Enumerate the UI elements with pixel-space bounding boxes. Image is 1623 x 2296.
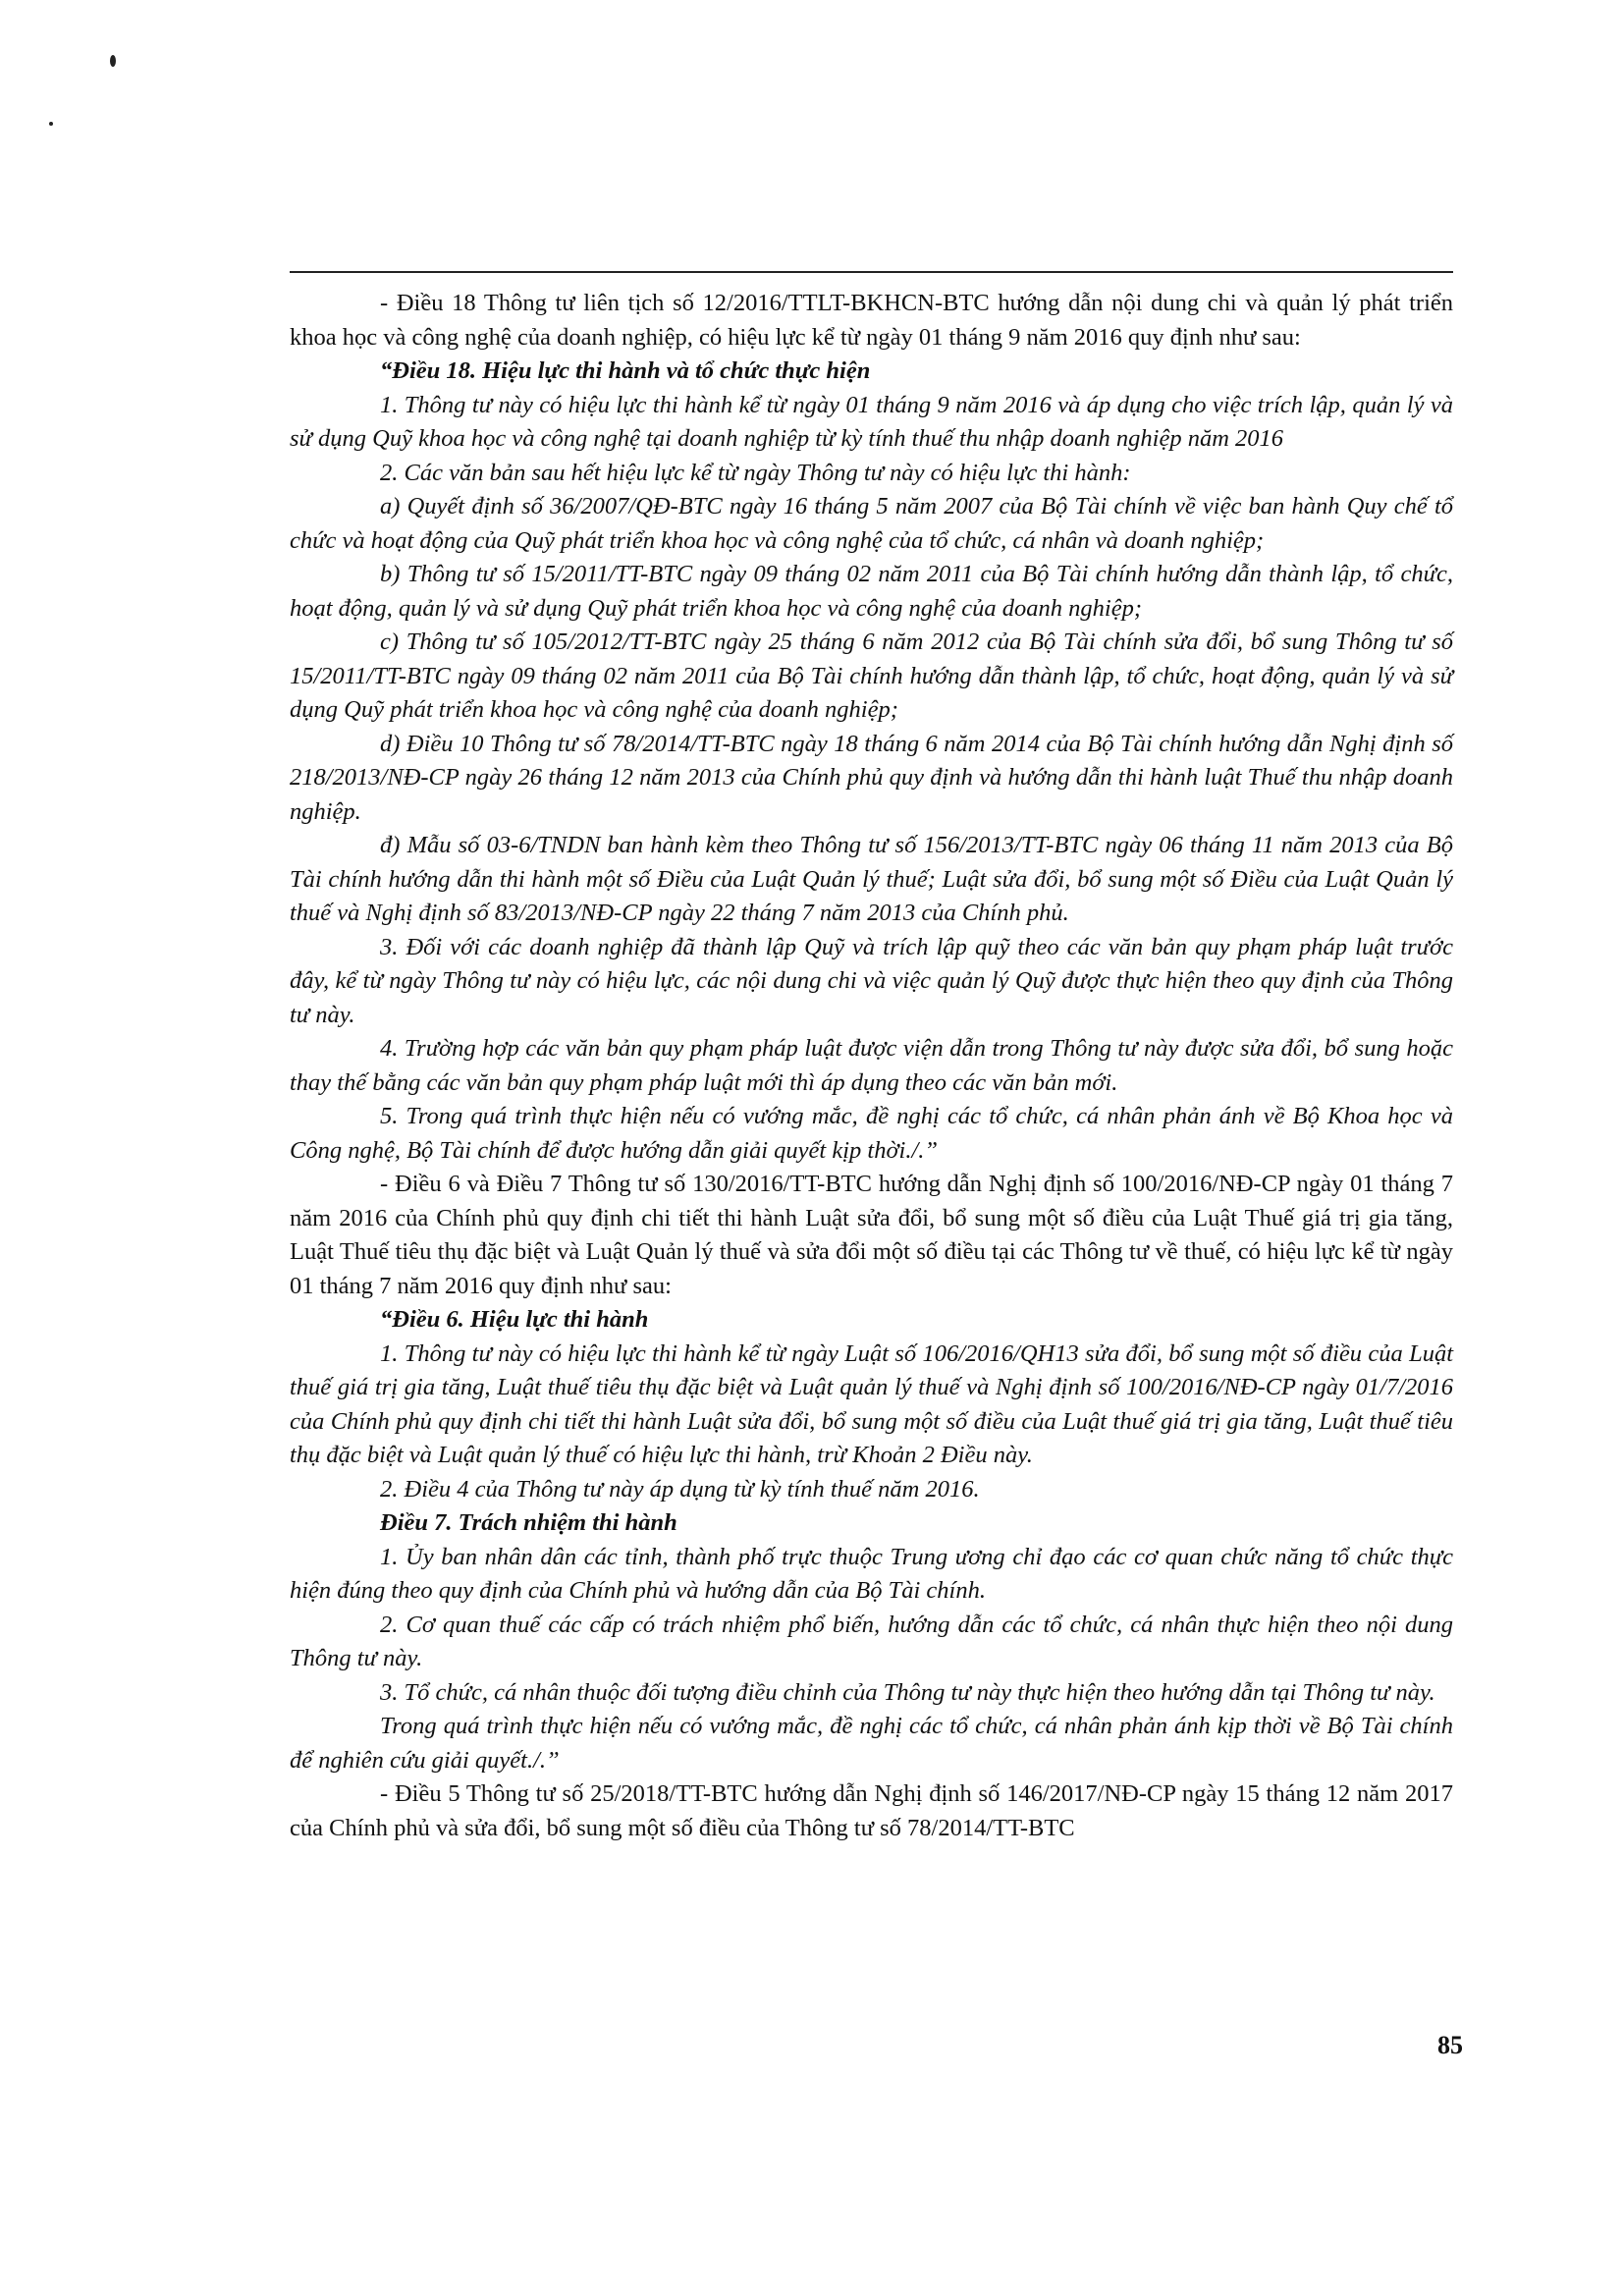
paragraph: 4. Trường hợp các văn bản quy phạm pháp luật được viện dẫn trong Thông tư này được sửa đổi, bổ sung hoặc thay thế bằng các văn bản quy phạm pháp luật mới thì áp dụng theo các văn bản mới. <box>290 1035 1453 1096</box>
paragraph: d) Điều 10 Thông tư số 78/2014/TT-BTC ngày 18 tháng 6 năm 2014 của Bộ Tài chính hướng dẫn Nghị định số 218/2013/NĐ-CP ngày 26 tháng 12 năm 2013 của Chính phủ quy định và hướng dẫn thi hành luật Thuế thu nhập doanh nghiệp. <box>290 730 1453 825</box>
paragraph: a) Quyết định số 36/2007/QĐ-BTC ngày 16 tháng 5 năm 2007 của Bộ Tài chính về việc ban hành Quy chế tổ chức và hoạt động của Quỹ phát triển khoa học và công nghệ của tổ chức, cá nhân và doanh nghiệp; <box>290 493 1453 554</box>
paragraph: 1. Thông tư này có hiệu lực thi hành kể từ ngày 01 tháng 9 năm 2016 và áp dụng cho việc trích lập, quản lý và sử dụng Quỹ khoa học và công nghệ tại doanh nghiệp từ kỳ tính thuế thu nhập doanh nghiệp năm 2016 <box>290 391 1453 452</box>
paragraph: - Điều 6 và Điều 7 Thông tư số 130/2016/TT-BTC hướng dẫn Nghị định số 100/2016/NĐ-CP ngày 01 tháng 7 năm 2016 của Chính phủ quy định chi tiết thi hành Luật sửa đổi, bổ sung một số điều của Luật Thuế giá trị gia tăng, Luật Thuế tiêu thụ đặc biệt và Luật Quản lý thuế và sửa đổi một số điều tại các Thông tư về thuế, có hiệu lực kể từ ngày 01 tháng 7 năm 2016 quy định như sau: <box>290 1171 1453 1299</box>
header-rule <box>290 271 1453 273</box>
article-heading: Điều 7. Trách nhiệm thi hành <box>380 1509 677 1536</box>
paragraph: 2. Cơ quan thuế các cấp có trách nhiệm phổ biến, hướng dẫn các tổ chức, cá nhân thực hiện theo nội dung Thông tư này. <box>290 1611 1453 1671</box>
paragraph: - Điều 5 Thông tư số 25/2018/TT-BTC hướng dẫn Nghị định số 146/2017/NĐ-CP ngày 15 tháng 12 năm 2017 của Chính phủ và sửa đổi, bổ sung một số điều của Thông tư số 78/2014/TT-BTC <box>290 1780 1453 1841</box>
paragraph: 1. Ủy ban nhân dân các tỉnh, thành phố trực thuộc Trung ương chỉ đạo các cơ quan chức năng tổ chức thực hiện đúng theo quy định của Chính phủ và hướng dẫn của Bộ Tài chính. <box>290 1543 1453 1604</box>
article-heading: “Điều 18. Hiệu lực thi hành và tổ chức thực hiện <box>380 357 871 384</box>
paragraph: Trong quá trình thực hiện nếu có vướng mắc, đề nghị các tổ chức, cá nhân phản ánh kịp thời về Bộ Tài chính để nghiên cứu giải quyết./.” <box>290 1713 1453 1774</box>
scan-speck-2 <box>49 122 53 126</box>
paragraph: 5. Trong quá trình thực hiện nếu có vướng mắc, đề nghị các tổ chức, cá nhân phản ánh về Bộ Khoa học và Công nghệ, Bộ Tài chính để được hướng dẫn giải quyết kịp thời./.” <box>290 1103 1453 1164</box>
paragraph: b) Thông tư số 15/2011/TT-BTC ngày 09 tháng 02 năm 2011 của Bộ Tài chính hướng dẫn thành lập, tổ chức, hoạt động, quản lý và sử dụng Quỹ phát triển khoa học và công nghệ của doanh nghiệp; <box>290 561 1453 622</box>
paragraph: 2. Các văn bản sau hết hiệu lực kể từ ngày Thông tư này có hiệu lực thi hành: <box>380 459 1131 486</box>
page-number: 85 <box>1437 2031 1463 2059</box>
scan-speck-1 <box>110 55 116 67</box>
paragraph: 3. Đối với các doanh nghiệp đã thành lập Quỹ và trích lập quỹ theo các văn bản quy phạm pháp luật trước đây, kể từ ngày Thông tư này có hiệu lực, các nội dung chi và việc quản lý Quỹ được thực hiện theo quy định của Thông tư này. <box>290 933 1453 1028</box>
paragraph: 2. Điều 4 của Thông tư này áp dụng từ kỳ tính thuế năm 2016. <box>380 1475 980 1503</box>
paragraph: - Điều 18 Thông tư liên tịch số 12/2016/TTLT-BKHCN-BTC hướng dẫn nội dung chi và quản lý phát triển khoa học và công nghệ của doanh nghiệp, có hiệu lực kể từ ngày 01 tháng 9 năm 2016 quy định như sau: <box>290 290 1453 351</box>
paragraph: 3. Tổ chức, cá nhân thuộc đối tượng điều chỉnh của Thông tư này thực hiện theo hướng dẫn tại Thông tư này. <box>380 1678 1435 1706</box>
paragraph: 1. Thông tư này có hiệu lực thi hành kể từ ngày Luật số 106/2016/QH13 sửa đổi, bổ sung một số điều của Luật thuế giá trị gia tăng, Luật thuế tiêu thụ đặc biệt và Luật quản lý thuế và Nghị định số 100/2016/NĐ-CP ngày 01/7/2016 của Chính phủ quy định chi tiết thi hành Luật sửa đổi, bổ sung một số điều của Luật thuế giá trị gia tăng, Luật thuế tiêu thụ đặc biệt và Luật quản lý thuế có hiệu lực thi hành, trừ Khoản 2 Điều này. <box>290 1339 1453 1468</box>
article-heading: “Điều 6. Hiệu lực thi hành <box>380 1306 649 1333</box>
paragraph: c) Thông tư số 105/2012/TT-BTC ngày 25 tháng 6 năm 2012 của Bộ Tài chính sửa đổi, bổ sung Thông tư số 15/2011/TT-BTC ngày 09 tháng 02 năm 2011 của Bộ Tài chính hướng dẫn thành lập, tổ chức, hoạt động, quản lý và sử dụng Quỹ phát triển khoa học và công nghệ của doanh nghiệp; <box>290 629 1453 723</box>
paragraph: đ) Mẫu số 03-6/TNDN ban hành kèm theo Thông tư số 156/2013/TT-BTC ngày 06 tháng 11 năm 2013 của Bộ Tài chính hướng dẫn thi hành một số Điều của Luật Quản lý thuế; Luật sửa đổi, bổ sung một số Điều của Luật Quản lý thuế và Nghị định số 83/2013/NĐ-CP ngày 22 tháng 7 năm 2013 của Chính phủ. <box>290 832 1453 926</box>
document-body <box>290 287 1453 1845</box>
